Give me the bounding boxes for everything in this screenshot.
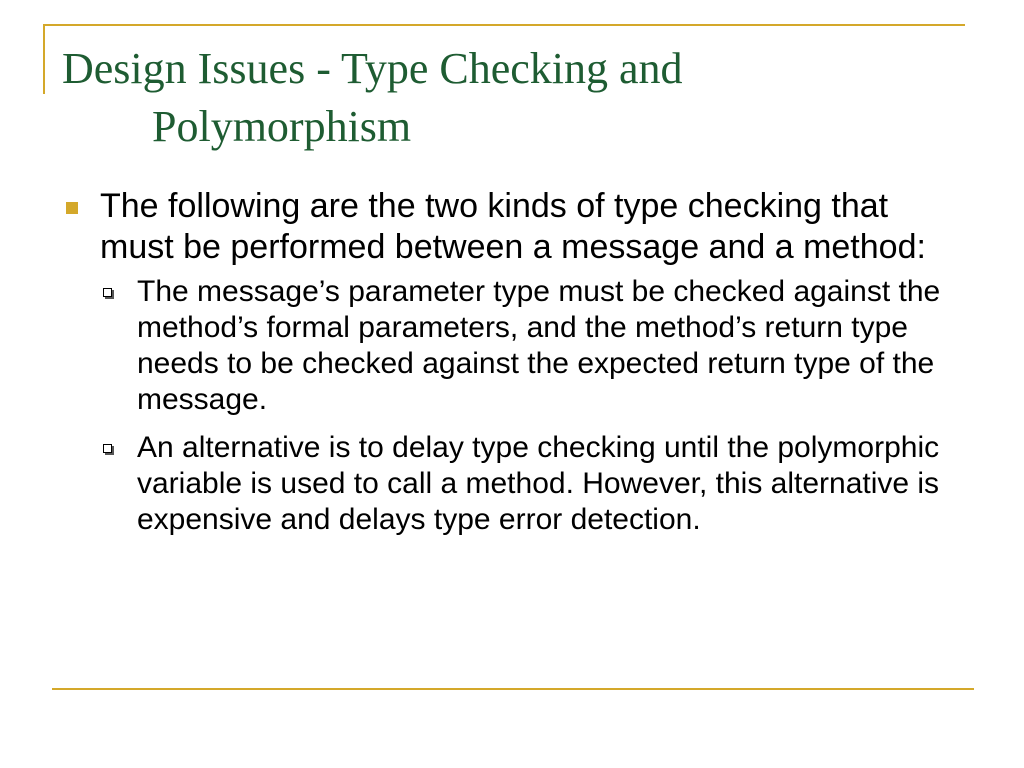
slide-title-line2: Polymorphism [152,102,412,151]
frame-bottom-line [52,688,974,690]
bullet-item [62,186,962,268]
sub-bullet-item [62,274,962,418]
sub-bullet-text: An alternative is to delay type checking until the polymorphic variable is used to call a method. However, this alternative is expensive and delays type error detection. [137,431,940,536]
hollow-square-icon [103,444,112,453]
bullet-text: The following are the two kinds of type checking that must be performed between a message and a method: [100,187,926,266]
sub-bullet-item [62,430,962,538]
slide-body [62,186,962,550]
slide-title [62,40,962,156]
frame-top-line [43,24,965,26]
filled-square-icon [66,202,78,214]
sub-bullet-text: The message’s parameter type must be checked against the method’s formal parameters, and the method’s return type needs to be checked against the expected return type of the message. [137,275,941,416]
hollow-square-icon [103,288,112,297]
slide-title-line1: Design Issues - Type Checking and [62,44,683,93]
frame-left-line [43,24,45,94]
